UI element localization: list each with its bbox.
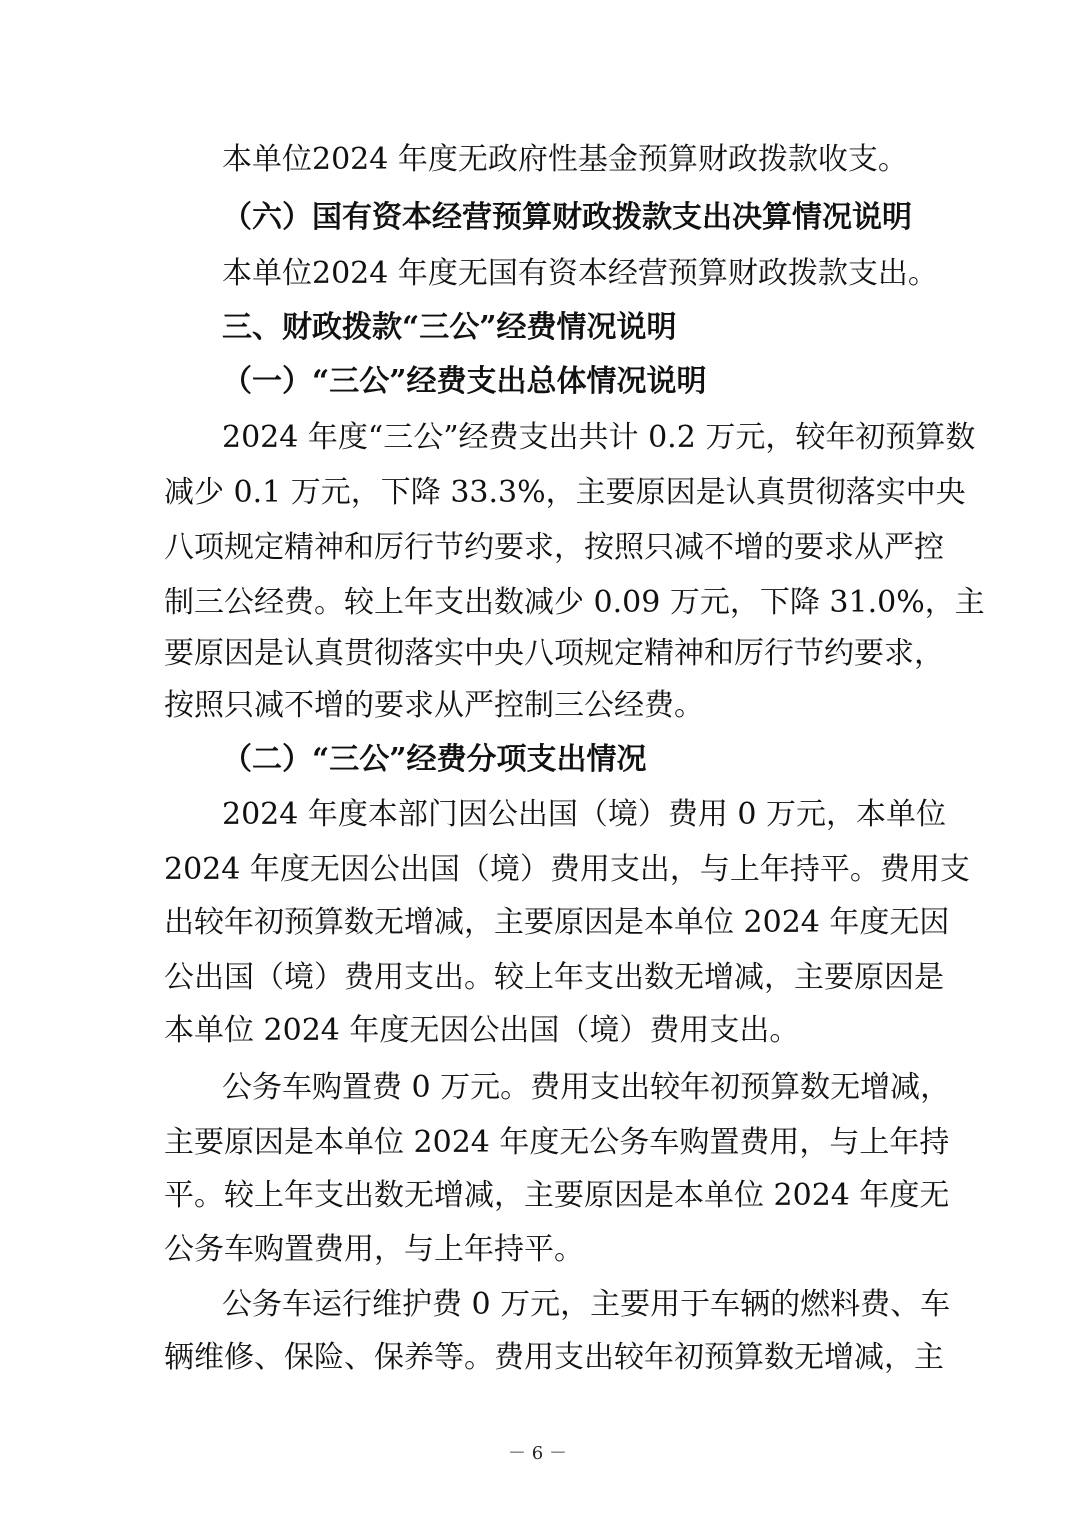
section-heading: （六）国有资本经营预算财政拨款支出决算情况说明 — [222, 200, 912, 235]
paragraph-line: 辆维修、保险、保养等。费用支出较年初预算数无增减，主 — [164, 1340, 944, 1375]
paragraph-line: 要原因是认真贯彻落实中央八项规定精神和厉行节约要求， — [164, 636, 944, 671]
paragraph-line: 公务车购置费用，与上年持平。 — [164, 1232, 584, 1267]
chapter-heading: 三、财政拨款“三公”经费情况说明 — [222, 310, 677, 345]
paragraph-line: 2024 年度本部门因公出国（境）费用 0 万元，本单位 — [222, 797, 947, 832]
paragraph-line: 2024 年度“三公”经费支出共计 0.2 万元，较年初预算数 — [222, 420, 976, 455]
page-number: － 6 － — [508, 1443, 567, 1464]
paragraph-line: 制三公经费。较上年支出数减少 0.09 万元，下降 31.0%，主 — [164, 585, 985, 620]
paragraph-line: 平。较上年支出数无增减，主要原因是本单位 2024 年度无 — [164, 1178, 950, 1213]
paragraph-line: 本单位2024 年度无国有资本经营预算财政拨款支出。 — [222, 256, 938, 291]
paragraph-line: 按照只减不增的要求从严控制三公经费。 — [164, 688, 704, 723]
paragraph-line: 出较年初预算数无增减，主要原因是本单位 2024 年度无因 — [164, 905, 950, 940]
paragraph-line: 2024 年度无因公出国（境）费用支出，与上年持平。费用支 — [164, 852, 970, 887]
paragraph-line: 主要原因是本单位 2024 年度无公务车购置费用，与上年持 — [164, 1125, 950, 1160]
section-heading: （一）“三公”经费支出总体情况说明 — [222, 364, 707, 399]
paragraph-line: 公务车购置费 0 万元。费用支出较年初预算数无增减， — [222, 1070, 951, 1105]
section-heading: （二）“三公”经费分项支出情况 — [222, 742, 647, 777]
paragraph-line: 减少 0.1 万元，下降 33.3%，主要原因是认真贯彻落实中央 — [164, 475, 966, 510]
paragraph-line: 本单位2024 年度无政府性基金预算财政拨款收支。 — [222, 142, 908, 177]
paragraph-line: 八项规定精神和厉行节约要求，按照只减不增的要求从严控 — [164, 530, 944, 565]
paragraph-line: 公出国（境）费用支出。较上年支出数无增减，主要原因是 — [164, 960, 944, 995]
paragraph-line: 本单位 2024 年度无因公出国（境）费用支出。 — [164, 1013, 800, 1048]
paragraph-line: 公务车运行维护费 0 万元，主要用于车辆的燃料费、车 — [222, 1287, 951, 1322]
